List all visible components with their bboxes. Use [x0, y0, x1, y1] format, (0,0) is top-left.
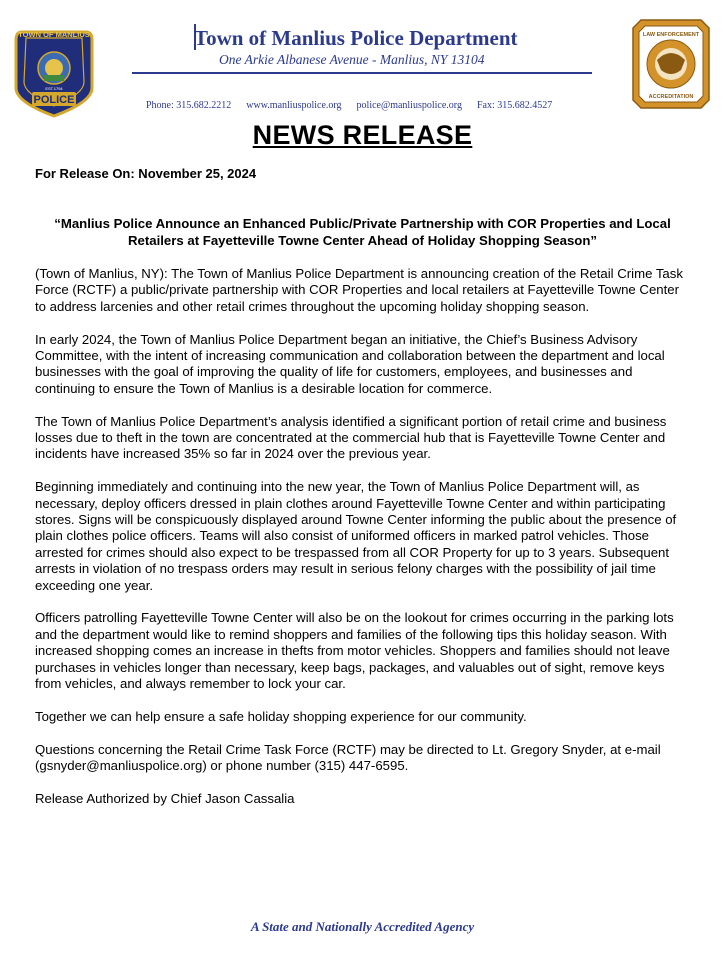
department-name: Town of Manlius Police Department	[194, 26, 518, 50]
website-link[interactable]: www.manliuspolice.org	[246, 100, 342, 111]
email-link[interactable]: police@manliuspolice.org	[356, 100, 462, 111]
release-body	[35, 266, 691, 824]
seal-bottom-text: ACCREDITATION	[648, 94, 694, 100]
release-date: For Release On: November 25, 2024	[35, 166, 257, 181]
footer-tagline: A State and Nationally Accredited Agency	[250, 919, 475, 934]
fax-number: Fax: 315.682.4527	[476, 100, 553, 111]
paragraph-initiative: In early 2024, the Town of Manlius Police Department began an initiative, the Chief’s Business Advisory Committee, with the intent of increasing communication and collaboration between the department and local businesses with the goal of improving the quality of life for customers, employees, and businesses and continuing to ensure the Town of Manlius is a desirable location for commerce.	[35, 331, 665, 396]
paragraph-intro: (Town of Manlius, NY): The Town of Manlius Police Department is announcing creation of the Retail Crime Task Force (RCTF) a public/private partnership with COR Properties and local retailers at Fayetteville Towne Center to address larcenies and other retail crimes throughout the upcoming holiday shopping season.	[35, 266, 683, 314]
paragraph-together: Together we can help ensure a safe holiday shopping experience for our community.	[35, 708, 527, 724]
phone-number: Phone: 315.682.2212	[146, 100, 232, 111]
manlius-police-badge	[14, 22, 94, 118]
department-address: One Arkie Albanese Avenue - Manlius, NY 13104	[219, 52, 485, 67]
seal-top-text: LAW ENFORCEMENT	[642, 32, 700, 38]
paragraph-analysis: The Town of Manlius Police Department’s analysis identified a significant portion of retail crime and business losses due to theft in the town are concentrated at the commercial hub that is Fayetteville Towne Center and incidents have increased 35% so far in 2024 over the previous year.	[35, 413, 667, 462]
paragraph-authorized: Release Authorized by Chief Jason Cassalia	[35, 790, 295, 806]
paragraph-contact: Questions concerning the Retail Crime Task Force (RCTF) may be directed to Lt. Gregory Snyder, at e-mail (gsnyder@manliuspolice.org) or phone number (315) 447-6595.	[35, 741, 661, 774]
paragraph-deployment: Beginning immediately and continuing into the new year, the Town of Manlius Police Department will, as necessary, deploy officers dressed in plain clothes around Fayetteville Towne Center and within participating stores. Signs will be conspicuously displayed around Towne Center informing the public about the presence of plain clothes police officers. Teams will also consist of uniformed officers in marked patrol vehicles. Those arrested for crimes should also expect to be trespassed from all COR Property for up to 3 years. Subsequent arrests in violation of no trespass orders may result in serious felony charges with the possibility of jail time exceeding one year.	[35, 479, 677, 593]
accreditation-seal	[631, 16, 711, 112]
badge-left-small-text: EST.1794	[45, 86, 63, 91]
badge-left-bottom-text: POLICE	[33, 94, 75, 106]
paragraph-tips: Officers patrolling Fayetteville Towne Center will also be on the lookout for crimes occurring in the parking lots and the department would like to remind shoppers and families of the following tips this holiday season. With increased shopping comes an increase in thefts from motor vehicles. Shoppers and families should not leave purchases in vehicles longer than necessary, keep bags, packages, and valuables out of sight, remove keys from vehicles, and always remember to lock your car.	[35, 610, 674, 692]
headline: “Manlius Police Announce an Enhanced Public/Private Partnership with COR Properties and Local Retailers at Fayetteville Towne Center Ahead of Holiday Shopping Season”	[54, 216, 671, 248]
header-rule	[132, 72, 592, 74]
contact-line	[146, 100, 586, 111]
news-release-title: NEWS RELEASE	[252, 120, 473, 150]
badge-left-top-text: TOWN OF MANLIUS	[18, 30, 90, 39]
